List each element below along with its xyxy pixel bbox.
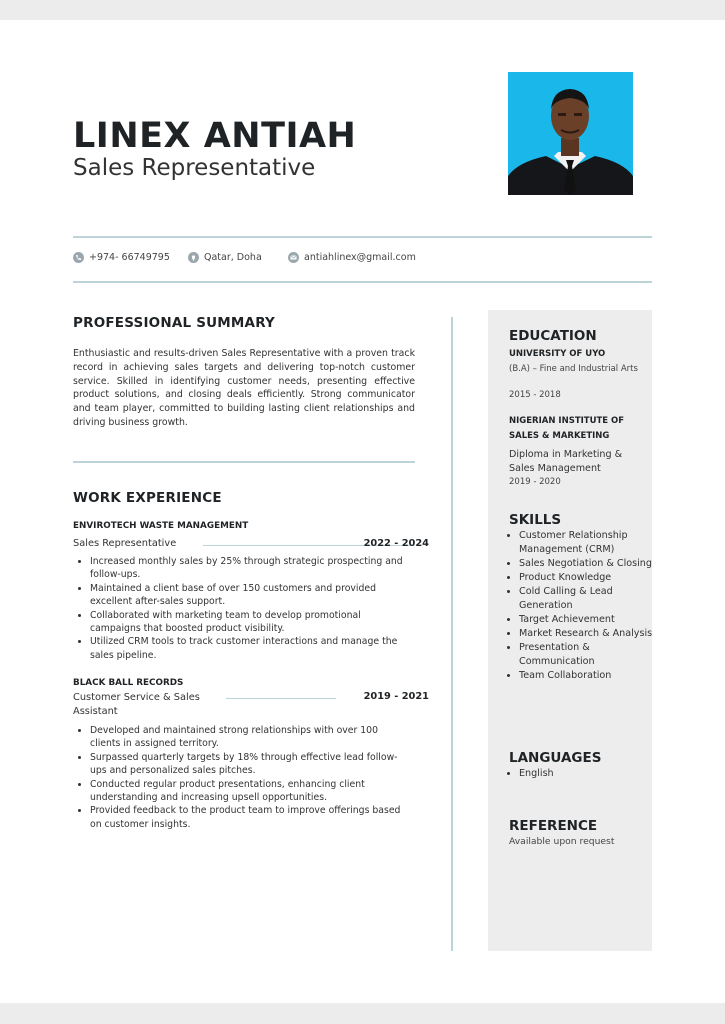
languages-list	[509, 767, 654, 781]
email-icon	[288, 252, 299, 263]
column-divider	[451, 317, 453, 951]
phone-text[interactable]: +974- 66749795	[89, 252, 170, 263]
contact-location	[188, 252, 262, 263]
list-item: • Target Achievement	[519, 613, 654, 627]
candidate-name: LINEX ANTIAH	[73, 116, 357, 156]
education-2-school: NIGERIAN INSTITUTE OF SALES & MARKETING	[509, 416, 625, 441]
job-2-years: 2019 - 2021	[363, 691, 429, 702]
reference-text: Available upon request	[509, 836, 615, 847]
contact-email	[288, 252, 416, 263]
email-text[interactable]: antiahlinex@gmail.com	[304, 252, 416, 263]
list-item: • Product Knowledge	[519, 571, 654, 585]
summary-text: Enthusiastic and results-driven Sales Representative with a proven track record in achieving sales targets and delivering top-notch customer service. Skilled in identifying customer needs, presenting effective product solutions, and closing deals efficiently. Strong communicator and team player, committed to building lasting client relationships and driving business growth.	[73, 348, 415, 428]
work-heading: WORK EXPERIENCE	[73, 490, 222, 506]
header-divider-top	[73, 236, 652, 238]
list-item: • Customer Relationship Management (CRM)	[519, 529, 654, 557]
job-1-years: 2022 - 2024	[363, 538, 429, 549]
list-item: • Conducted regular product presentations, enhancing client understanding and increasing upsell opportunities.	[90, 778, 405, 805]
list-item: • Cold Calling & Lead Generation	[519, 585, 654, 613]
list-item: • English	[519, 767, 654, 781]
education-2-years: 2019 - 2020	[509, 477, 561, 487]
list-item: • Surpassed quarterly targets by 18% through effective lead follow-ups and personalized sales pitches.	[90, 751, 405, 778]
phone-icon	[73, 252, 84, 263]
job-2-dash	[226, 698, 336, 699]
education-2-degree: Diploma in Marketing & Sales Management	[509, 449, 623, 474]
languages-heading: LANGUAGES	[509, 750, 602, 766]
summary-heading: PROFESSIONAL SUMMARY	[73, 315, 276, 331]
list-item: • Increased monthly sales by 25% through strategic prospecting and follow-ups.	[90, 555, 405, 582]
skills-heading: SKILLS	[509, 512, 562, 528]
list-item: • Market Research & Analysis	[519, 627, 654, 641]
job-2-bullets	[73, 724, 405, 831]
skills-list	[509, 529, 654, 683]
contact-phone	[73, 252, 170, 263]
job-1-company: ENVIROTECH WASTE MANAGEMENT	[73, 521, 249, 531]
list-item: • Utilized CRM tools to track customer interactions and manage the sales pipeline.	[90, 635, 405, 662]
job-1-position: Sales Representative	[73, 538, 177, 549]
summary-divider	[73, 461, 415, 463]
list-item: • Maintained a client base of over 150 customers and provided excellent after-sales support.	[90, 582, 405, 609]
location-text: Qatar, Doha	[204, 252, 262, 263]
profile-photo	[508, 72, 633, 195]
job-2-position: Customer Service & Sales Assistant	[73, 692, 200, 717]
education-1-years: 2015 - 2018	[509, 390, 561, 400]
list-item: • Collaborated with marketing team to develop promotional campaigns that boosted product visibility.	[90, 609, 405, 636]
education-heading: EDUCATION	[509, 328, 597, 344]
list-item: • Sales Negotiation & Closing	[519, 557, 654, 571]
job-2-company: BLACK BALL RECORDS	[73, 678, 184, 688]
education-1-school: UNIVERSITY OF UYO	[509, 349, 606, 359]
sidebar	[488, 310, 652, 951]
reference-heading: REFERENCE	[509, 818, 598, 834]
education-1-degree: (B.A) – Fine and Industrial Arts	[509, 364, 638, 374]
location-pin-icon	[188, 252, 199, 263]
candidate-role: Sales Representative	[73, 155, 316, 181]
job-1-bullets	[73, 555, 405, 662]
list-item: • Provided feedback to the product team to improve offerings based on customer insights.	[90, 804, 405, 831]
list-item: • Team Collaboration	[519, 669, 654, 683]
list-item: • Presentation & Communication	[519, 641, 654, 669]
portrait-illustration	[508, 72, 633, 195]
header-divider-bottom	[73, 281, 652, 283]
list-item: • Developed and maintained strong relationships with over 100 clients in assigned territory.	[90, 724, 405, 751]
resume-page	[0, 20, 725, 1003]
